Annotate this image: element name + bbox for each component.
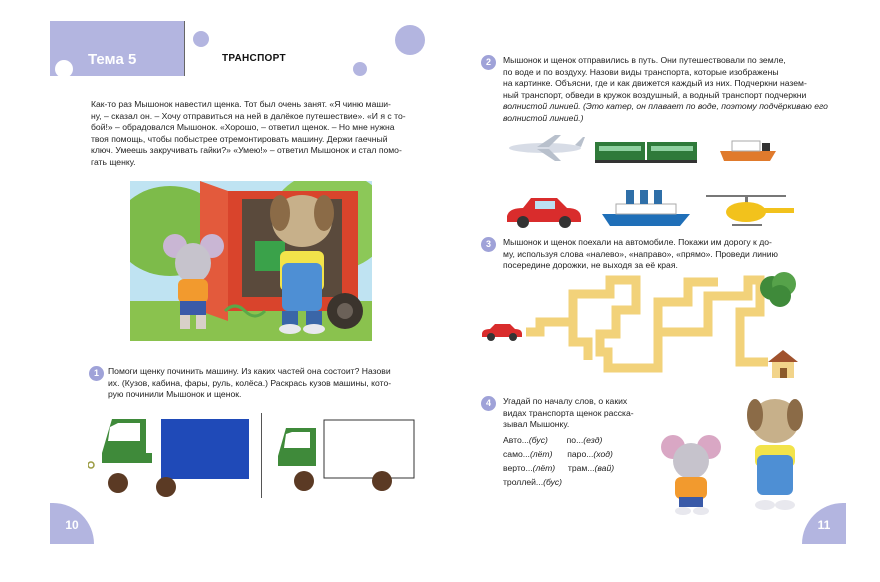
task1-line: Помоги щенку починить машину. Из каких частей она состоит? Назови bbox=[108, 366, 391, 376]
word-hint: (бус) bbox=[543, 477, 563, 487]
maze-car-icon bbox=[480, 322, 524, 342]
divider-line bbox=[261, 413, 262, 498]
word-hint: (езд) bbox=[583, 435, 603, 445]
word-start: верто... bbox=[503, 463, 533, 473]
mouse-puppy-illustration bbox=[130, 181, 372, 341]
task3-line: Мышонок и щенок поехали на автомобиле. Покажи им дорогу к до- bbox=[503, 237, 772, 247]
task4-line: зывал Мышонку. bbox=[503, 419, 570, 430]
word-start: трам... bbox=[567, 463, 595, 473]
task3-line: посередине дорожки, не выходя за её края. bbox=[503, 260, 678, 271]
page-number-right: 11 bbox=[802, 503, 846, 544]
train-picture[interactable] bbox=[595, 138, 697, 164]
task4-line: видах транспорта щенок расска- bbox=[503, 407, 634, 418]
decor-circle bbox=[193, 31, 209, 47]
helicopter-picture[interactable] bbox=[706, 192, 798, 228]
word-hint: (бус) bbox=[528, 435, 548, 445]
decor-circle bbox=[353, 62, 367, 76]
task4-line: Угадай по началу слов, о каких bbox=[503, 396, 628, 406]
word-hint: (вай) bbox=[594, 463, 615, 473]
truck-parts-picture bbox=[88, 413, 253, 498]
intro-line: ключ. Умеешь закручивать гайки?» «Умею!» – ответил Мышонок и стал помо- bbox=[91, 145, 402, 156]
truck-coloring-picture[interactable] bbox=[274, 416, 419, 496]
task2-line: волнистой линией.) bbox=[503, 112, 584, 123]
task-number-badge: 2 bbox=[481, 55, 496, 70]
word-row bbox=[503, 475, 663, 489]
task1-line: рую починили Мышонок и щенок. bbox=[108, 389, 242, 400]
section-title: ТРАНСПОРТ bbox=[222, 53, 286, 64]
word-start: троллей... bbox=[503, 477, 544, 487]
word-start: паро... bbox=[567, 449, 594, 459]
intro-text bbox=[91, 99, 431, 169]
car-picture[interactable] bbox=[505, 196, 583, 228]
word-list bbox=[503, 433, 663, 489]
tree-icon bbox=[758, 270, 798, 308]
page-number-left: 10 bbox=[50, 503, 94, 544]
word-row bbox=[503, 461, 663, 475]
word-start: по... bbox=[566, 435, 584, 445]
task4-text bbox=[503, 396, 673, 431]
word-row bbox=[503, 447, 663, 461]
house-icon bbox=[766, 348, 800, 380]
topic-label: Тема 5 bbox=[88, 51, 137, 68]
ship-picture[interactable] bbox=[600, 186, 692, 230]
task3-line: му, используя слова «налево», «направо», «прямо». Проведи линию bbox=[503, 248, 778, 259]
task3-text bbox=[503, 237, 843, 272]
task1-text bbox=[108, 366, 428, 401]
task-number-badge: 3 bbox=[481, 237, 496, 252]
word-start: само... bbox=[503, 449, 530, 459]
task2-line: ный транспорт, обведи в кружок воздушный, а водный транспорт подчеркни bbox=[503, 89, 807, 100]
word-row bbox=[503, 433, 663, 447]
boat-picture[interactable] bbox=[718, 133, 782, 165]
word-hint: (ход) bbox=[593, 449, 613, 459]
intro-line: бой!» – обрадовался Мышонок. «Хорошо, – ответил щенок. – Но мне нужна bbox=[91, 122, 395, 133]
task-number-badge: 4 bbox=[481, 396, 496, 411]
intro-line: Как-то раз Мышонок навестил щенка. Тот был очень занят. «Я чиню маши- bbox=[91, 99, 391, 109]
intro-line: твоя помощь, чтобы побыстрее отремонтировать машину. Держи гаечный bbox=[91, 133, 388, 144]
intro-line: ну, – сказал он. – Хочу отправиться на ней в далёкое путешествие». «И я с то- bbox=[91, 110, 406, 121]
intro-line: гать щенку. bbox=[91, 156, 136, 167]
task2-line: на картинке. Объясни, где и как движется каждый из них. Подчеркни назем- bbox=[503, 78, 807, 89]
decor-circle bbox=[395, 25, 425, 55]
task-number-badge: 1 bbox=[89, 366, 104, 381]
task1-line: их. (Кузов, кабина, фары, руль, колёса.) Раскрась кузов машины, кото- bbox=[108, 377, 392, 388]
task2-line: Мышонок и щенок отправились в путь. Они путешествовали по земле, bbox=[503, 55, 786, 65]
header-divider bbox=[184, 21, 185, 76]
airplane-picture[interactable] bbox=[505, 133, 585, 163]
decor-circle bbox=[55, 60, 73, 78]
word-hint: (лёт) bbox=[529, 449, 553, 459]
task2-text bbox=[503, 55, 843, 125]
word-hint: (лёт) bbox=[532, 463, 556, 473]
mouse-puppy-characters bbox=[655, 395, 813, 515]
word-start: Авто... bbox=[503, 435, 529, 445]
task2-line: по воде и по воздуху. Назови виды транспорта, которые изображены bbox=[503, 66, 779, 77]
task2-line: волнистой линией. (Это катер, он плавает по воде, поэтому подчёркиваю его bbox=[503, 101, 828, 112]
